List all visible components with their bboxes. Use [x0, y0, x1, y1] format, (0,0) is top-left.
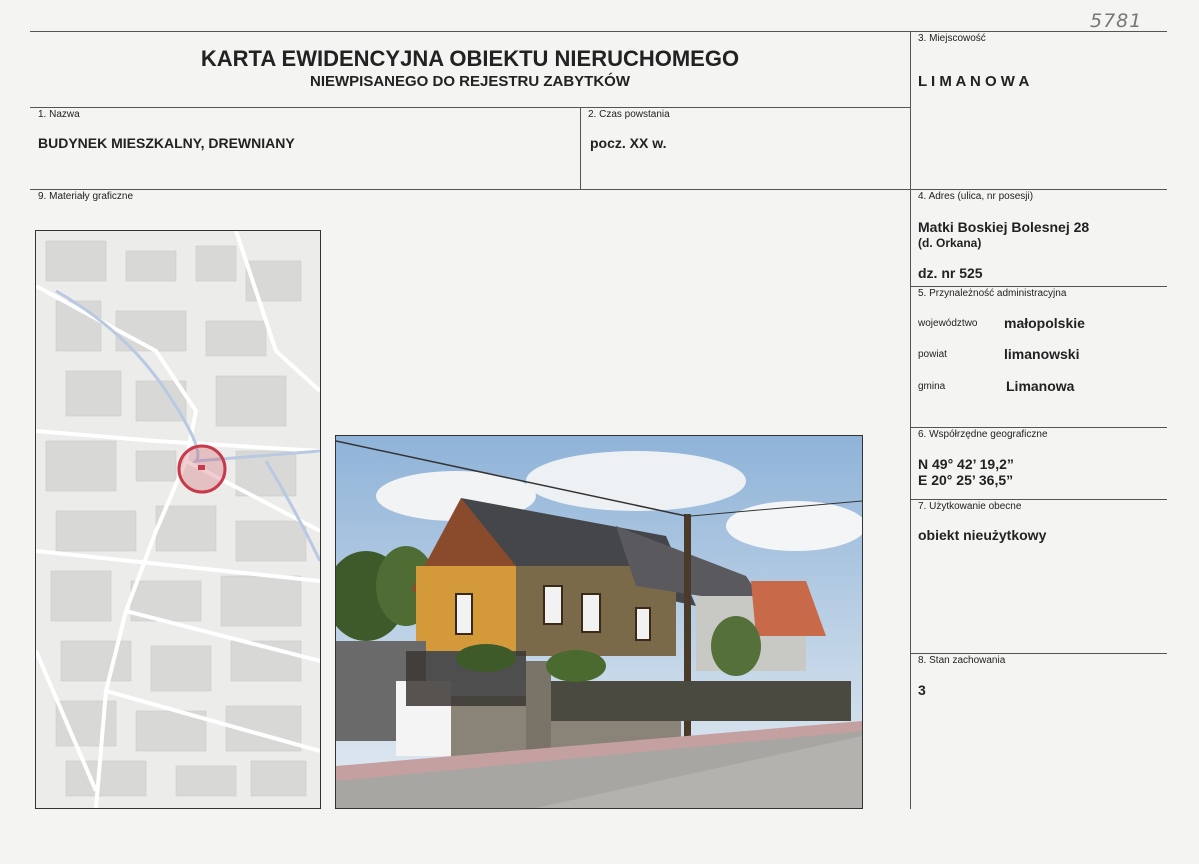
divider-under-name	[30, 189, 1167, 190]
period-value: pocz. XX w.	[590, 135, 667, 151]
county-value: limanowski	[1004, 346, 1080, 362]
locality-value: L I M A N O W A	[918, 73, 1030, 90]
locality-label: 3. Miejscowość	[918, 33, 986, 44]
county-label: powiat	[918, 349, 947, 360]
divider-condition	[910, 653, 1167, 654]
divider-name-period	[580, 107, 581, 189]
page-title: KARTA EWIDENCYJNA OBIEKTU NIERUCHOMEGO	[200, 46, 740, 71]
commune-value: Limanowa	[1006, 378, 1075, 394]
voivodeship-label: województwo	[918, 318, 978, 329]
name-label: 1. Nazwa	[38, 109, 80, 120]
usage-value: obiekt nieużytkowy	[918, 527, 1047, 543]
divider-coords	[910, 427, 1167, 428]
divider-usage	[910, 499, 1167, 500]
graphics-label: 9. Materiały graficzne	[38, 191, 134, 202]
top-border	[30, 31, 1167, 32]
divider-admin	[910, 286, 1167, 287]
name-value: BUDYNEK MIESZKALNY, DREWNIANY	[38, 135, 295, 151]
condition-label: 8. Stan zachowania	[918, 655, 1006, 666]
photo-image	[336, 436, 862, 808]
voivodeship-value: małopolskie	[1004, 315, 1085, 331]
coords-label: 6. Współrzędne geograficzne	[918, 429, 1048, 440]
handwritten-number: 5781	[1090, 10, 1143, 32]
condition-value: 3	[918, 682, 926, 698]
address-plot: dz. nr 525	[918, 265, 983, 281]
period-label: 2. Czas powstania	[588, 109, 670, 120]
address-label: 4. Adres (ulica, nr posesji)	[918, 191, 1034, 202]
coords-east: E 20° 25’ 36,5”	[918, 472, 1014, 488]
address-street: Matki Boskiej Bolesnej 28	[918, 219, 1090, 235]
map-image	[36, 231, 320, 808]
location-map	[35, 230, 321, 809]
address-former: (d. Orkana)	[918, 236, 982, 250]
usage-label: 7. Użytkowanie obecne	[918, 501, 1022, 512]
page-subtitle: NIEWPISANEGO DO REJESTRU ZABYTKÓW	[309, 73, 631, 90]
divider-under-title	[30, 107, 910, 108]
building-photo	[335, 435, 863, 809]
commune-label: gmina	[918, 381, 946, 392]
coords-north: N 49° 42’ 19,2”	[918, 456, 1014, 472]
divider-main-right	[910, 31, 911, 809]
admin-label: 5. Przynależność administracyjna	[918, 288, 1067, 299]
